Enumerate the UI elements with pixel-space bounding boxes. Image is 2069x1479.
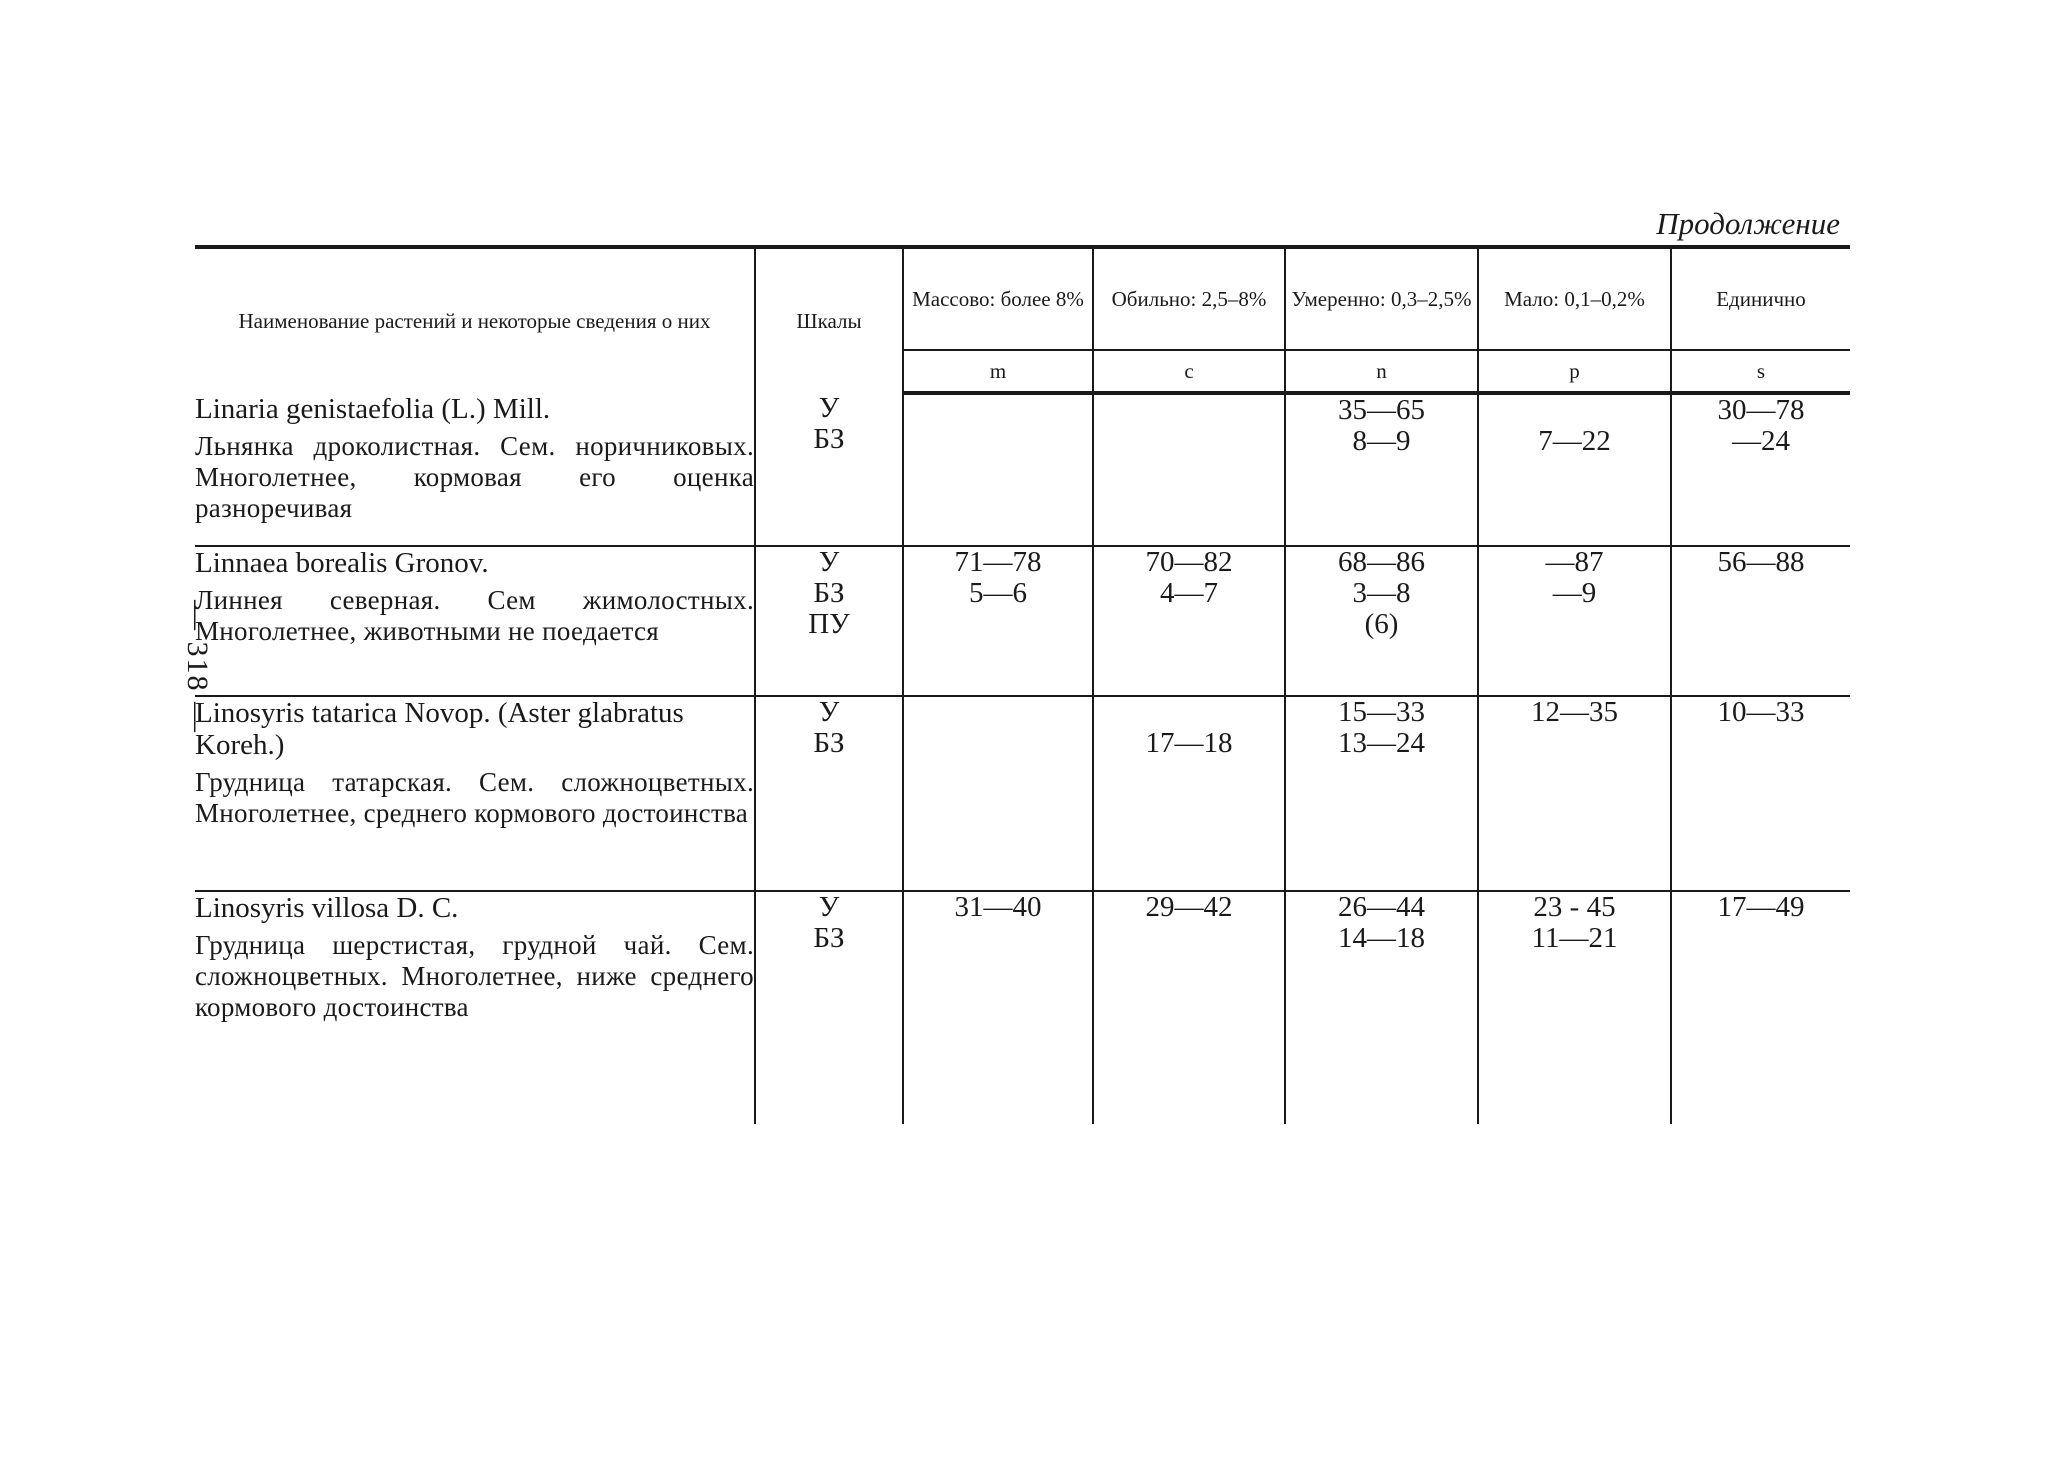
header-abundance-n: Умеренно: 0,3–2,5% bbox=[1285, 247, 1478, 350]
value-cell-c bbox=[1093, 393, 1285, 546]
plant-table bbox=[195, 245, 1850, 1124]
continuation-label: Продолжение bbox=[1656, 206, 1840, 241]
plant-description: Льнянка дроколистная. Сем. норичниковых. Многолетнее, кормовая его оценка разноречивая bbox=[195, 431, 754, 523]
header-abundance-c: Обильно: 2,5–8% bbox=[1093, 247, 1285, 350]
scale-value: У bbox=[818, 392, 840, 424]
table-row bbox=[195, 891, 1850, 1124]
range-value: —87 bbox=[1545, 546, 1604, 578]
header-code-n: n bbox=[1285, 350, 1478, 393]
value-cell-n bbox=[1285, 696, 1478, 891]
page-number: — 318 — bbox=[181, 600, 214, 734]
scales-cell bbox=[755, 696, 903, 891]
value-cell-m bbox=[903, 393, 1093, 546]
value-cell-s bbox=[1671, 393, 1850, 546]
range-value: 56—88 bbox=[1717, 546, 1805, 578]
scale-value: У bbox=[818, 696, 840, 728]
header-scales-column: Шкалы bbox=[755, 247, 903, 393]
scale-value: БЗ bbox=[813, 577, 845, 609]
range-value: 71—78 bbox=[954, 546, 1042, 578]
header-code-p: p bbox=[1478, 350, 1671, 393]
range-value: 17—49 bbox=[1717, 891, 1805, 923]
header-code-m: m bbox=[903, 350, 1093, 393]
table-header bbox=[195, 247, 1850, 393]
plant-latin-name: Linnaea borealis Gronov. bbox=[195, 547, 489, 579]
range-value: 23 - 45 bbox=[1533, 891, 1616, 923]
range-value: 17—18 bbox=[1145, 727, 1233, 759]
range-value: 70—82 bbox=[1145, 546, 1233, 578]
range-value: 68—86 bbox=[1338, 546, 1425, 578]
range-value: 31—40 bbox=[954, 891, 1042, 923]
table-row bbox=[195, 696, 1850, 891]
plant-name-cell bbox=[195, 696, 755, 891]
plant-description: Грудница шерстистая, грудной чай. Сем. сложноцветных. Многолетнее, ниже среднего кормового достоинства bbox=[195, 930, 754, 1022]
value-cell-n bbox=[1285, 393, 1478, 546]
range-value: 3—8 bbox=[1352, 577, 1411, 609]
range-value: 13—24 bbox=[1338, 727, 1425, 759]
value-cell-m bbox=[903, 546, 1093, 696]
scales-cell bbox=[755, 891, 903, 1124]
plant-name-cell bbox=[195, 546, 755, 696]
range-value: 12—35 bbox=[1531, 696, 1618, 728]
scale-value: БЗ bbox=[813, 727, 845, 759]
value-cell-p bbox=[1478, 891, 1671, 1124]
table-row bbox=[195, 546, 1850, 696]
range-value: 7—22 bbox=[1538, 425, 1611, 457]
range-value: —9 bbox=[1552, 577, 1597, 609]
range-value: (6) bbox=[1364, 608, 1399, 640]
plant-description: Линнея северная. Сем жимолостных. Многолетнее, животными не поедается bbox=[195, 585, 754, 646]
range-value: 35—65 bbox=[1338, 394, 1425, 426]
header-abundance-s: Единично bbox=[1671, 247, 1850, 350]
range-value: 8—9 bbox=[1352, 425, 1411, 457]
value-cell-p bbox=[1478, 696, 1671, 891]
value-cell-s bbox=[1671, 546, 1850, 696]
header-code-c: c bbox=[1093, 350, 1285, 393]
scale-value: У bbox=[818, 546, 840, 578]
scales-cell bbox=[755, 393, 903, 546]
value-cell-c bbox=[1093, 546, 1285, 696]
plant-name-cell bbox=[195, 393, 755, 546]
value-cell-n bbox=[1285, 891, 1478, 1124]
range-value: 29—42 bbox=[1145, 891, 1233, 923]
table-row bbox=[195, 393, 1850, 546]
value-cell-s bbox=[1671, 891, 1850, 1124]
range-value bbox=[1479, 395, 1670, 426]
range-value bbox=[1094, 697, 1284, 728]
range-value: 14—18 bbox=[1338, 922, 1425, 954]
header-abundance-m: Массово: более 8% bbox=[903, 247, 1093, 350]
header-abundance-p: Мало: 0,1–0,2% bbox=[1478, 247, 1671, 350]
value-cell-n bbox=[1285, 546, 1478, 696]
range-value: 11—21 bbox=[1531, 922, 1618, 954]
range-value: 30—78 bbox=[1717, 394, 1805, 426]
plant-name-cell bbox=[195, 891, 755, 1124]
value-cell-c bbox=[1093, 696, 1285, 891]
range-value: 15—33 bbox=[1338, 696, 1425, 728]
plant-latin-name: Linosyris tatarica Novop. (Aster glabratus Koreh.) bbox=[195, 697, 684, 761]
value-cell-p bbox=[1478, 546, 1671, 696]
scale-value: БЗ bbox=[813, 423, 845, 455]
range-value: 4—7 bbox=[1160, 577, 1218, 609]
range-value: —24 bbox=[1732, 425, 1790, 457]
header-code-s: s bbox=[1671, 350, 1850, 393]
range-value: 5—6 bbox=[969, 577, 1027, 609]
plant-latin-name: Linaria genistaefolia (L.) Mill. bbox=[195, 393, 551, 425]
value-cell-c bbox=[1093, 891, 1285, 1124]
value-cell-s bbox=[1671, 696, 1850, 891]
value-cell-m bbox=[903, 696, 1093, 891]
plant-description: Грудница татарская. Сем. сложноцветных. Многолетнее, среднего кормового достоинства bbox=[195, 767, 754, 828]
value-cell-m bbox=[903, 891, 1093, 1124]
plant-latin-name: Linosyris villosa D. C. bbox=[195, 892, 459, 924]
value-cell-p bbox=[1478, 393, 1671, 546]
scale-value: У bbox=[818, 891, 840, 923]
scales-cell bbox=[755, 546, 903, 696]
header-name-column: Наименование растений и некоторые сведения о них bbox=[195, 247, 755, 393]
scale-value: БЗ bbox=[813, 922, 845, 954]
range-value: 26—44 bbox=[1338, 891, 1425, 923]
scale-value: ПУ bbox=[808, 608, 850, 640]
range-value: 10—33 bbox=[1717, 696, 1805, 728]
